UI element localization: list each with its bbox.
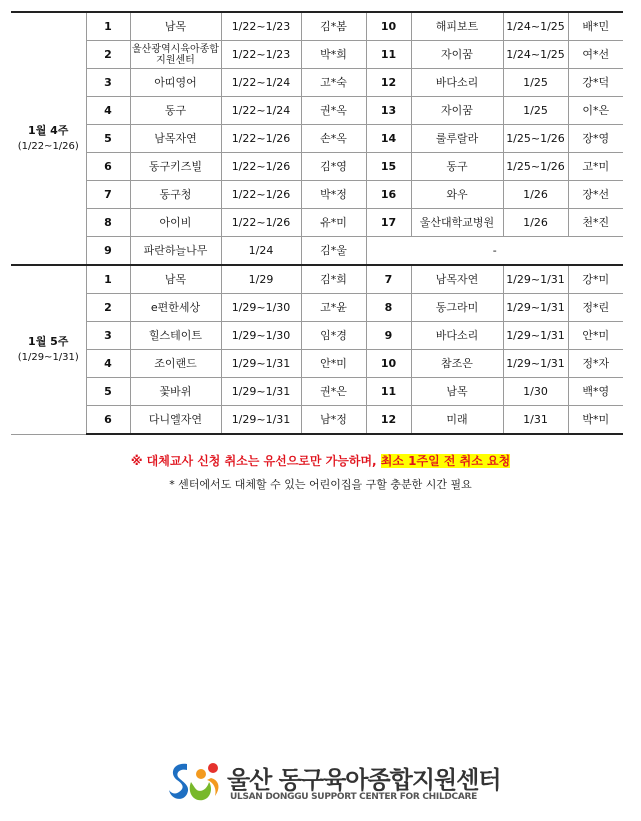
row-number: 4	[86, 97, 130, 125]
row-number: 3	[86, 69, 130, 97]
date-range: 1/22~1/26	[221, 181, 301, 209]
table-row	[11, 350, 623, 378]
teacher-name: 백*영	[568, 378, 623, 406]
date-range: 1/30	[503, 378, 568, 406]
center-name: 참조은	[411, 350, 503, 378]
teacher-name: 권*옥	[301, 97, 366, 125]
row-number: 10	[366, 350, 411, 378]
empty-cell: -	[366, 237, 623, 266]
center-name: e편한세상	[130, 294, 221, 322]
center-name: 바다소리	[411, 69, 503, 97]
date-range: 1/24~1/25	[503, 12, 568, 41]
teacher-name: 안*미	[301, 350, 366, 378]
teacher-name: 천*진	[568, 209, 623, 237]
table-row	[11, 153, 623, 181]
teacher-name: 임*경	[301, 322, 366, 350]
teacher-name: 권*은	[301, 378, 366, 406]
row-number: 7	[86, 181, 130, 209]
center-name: 남목	[411, 378, 503, 406]
teacher-name: 고*미	[568, 153, 623, 181]
row-number: 15	[366, 153, 411, 181]
teacher-name: 남*정	[301, 406, 366, 435]
row-number: 12	[366, 406, 411, 435]
row-number: 1	[86, 265, 130, 294]
notice-highlight: 최소 1주일 전 취소 요청	[380, 454, 511, 468]
teacher-name: 김*희	[301, 265, 366, 294]
row-number: 5	[86, 378, 130, 406]
date-range: 1/22~1/26	[221, 209, 301, 237]
row-number: 10	[366, 12, 411, 41]
row-number: 4	[86, 350, 130, 378]
week2-label	[11, 265, 86, 434]
teacher-name: 안*미	[568, 322, 623, 350]
teacher-name: 강*미	[568, 265, 623, 294]
center-name: 자이꿈	[411, 41, 503, 69]
date-range: 1/22~1/24	[221, 97, 301, 125]
week-range: (1/22~1/26)	[17, 141, 79, 152]
table-row	[11, 12, 623, 41]
center-name: 남목자연	[411, 265, 503, 294]
week2-group	[11, 265, 623, 434]
row-number: 11	[366, 41, 411, 69]
date-range: 1/26	[503, 209, 568, 237]
date-range: 1/22~1/23	[221, 41, 301, 69]
date-range: 1/25~1/26	[503, 153, 568, 181]
center-name: 꽃바위	[130, 378, 221, 406]
center-name: 다니엘자연	[130, 406, 221, 435]
row-number: 7	[366, 265, 411, 294]
center-name: 해피보트	[411, 12, 503, 41]
center-name: 자이꿈	[411, 97, 503, 125]
date-range: 1/25~1/26	[503, 125, 568, 153]
date-range: 1/31	[503, 406, 568, 435]
center-name: 남목	[130, 265, 221, 294]
table-row	[11, 181, 623, 209]
row-number: 9	[86, 237, 130, 266]
week-range: (1/29~1/31)	[17, 352, 79, 364]
teacher-name: 김*울	[301, 237, 366, 266]
center-name: 미래	[411, 406, 503, 435]
teacher-name: 정*린	[568, 294, 623, 322]
teacher-name: 김*봄	[301, 12, 366, 41]
center-name: 동구	[411, 153, 503, 181]
teacher-name: 여*선	[568, 41, 623, 69]
table-row	[11, 294, 623, 322]
week1-group	[11, 12, 623, 265]
table-row	[11, 41, 623, 69]
center-name: 남목	[130, 12, 221, 41]
center-name: 남목자연	[130, 125, 221, 153]
row-number: 6	[86, 406, 130, 435]
row-number: 8	[86, 209, 130, 237]
row-number: 9	[366, 322, 411, 350]
cancellation-notice	[0, 452, 641, 469]
row-number: 6	[86, 153, 130, 181]
week-title: 1월 4주	[28, 124, 69, 137]
row-number: 17	[366, 209, 411, 237]
center-name: 룰루랄라	[411, 125, 503, 153]
center-name: 울산광역시육아종합지원센터	[130, 41, 221, 69]
logo-english: ULSAN DONGGU SUPPORT CENTER FOR CHILDCARE	[230, 792, 477, 802]
center-name: 동구키즈빌	[130, 153, 221, 181]
center-name: 바다소리	[411, 322, 503, 350]
teacher-name: 배*민	[568, 12, 623, 41]
table-row	[11, 378, 623, 406]
teacher-name: 장*선	[568, 181, 623, 209]
date-range: 1/29~1/30	[221, 294, 301, 322]
teacher-name: 박*희	[301, 41, 366, 69]
center-logo	[165, 758, 501, 808]
table-row	[11, 322, 623, 350]
teacher-name: 유*미	[301, 209, 366, 237]
teacher-name: 고*윤	[301, 294, 366, 322]
center-name: 힐스테이트	[130, 322, 221, 350]
date-range: 1/25	[503, 97, 568, 125]
date-range: 1/24	[221, 237, 301, 266]
teacher-name: 정*자	[568, 350, 623, 378]
date-range: 1/29~1/31	[503, 322, 568, 350]
center-name: 아띠영어	[130, 69, 221, 97]
center-name: 동구	[130, 97, 221, 125]
teacher-name: 김*영	[301, 153, 366, 181]
row-number: 5	[86, 125, 130, 153]
table-row	[11, 97, 623, 125]
date-range: 1/29~1/30	[221, 322, 301, 350]
row-number: 3	[86, 322, 130, 350]
date-range: 1/29~1/31	[503, 350, 568, 378]
row-number: 2	[86, 294, 130, 322]
center-name: 동구청	[130, 181, 221, 209]
table-row	[11, 69, 623, 97]
week1-label	[11, 12, 86, 265]
notice-main: ※ 대체교사 신청 취소는 유선으로만 가능하며,	[130, 454, 381, 468]
center-name: 아이비	[130, 209, 221, 237]
date-range: 1/29~1/31	[221, 378, 301, 406]
date-range: 1/29~1/31	[221, 406, 301, 435]
date-range: 1/22~1/23	[221, 12, 301, 41]
date-range: 1/22~1/24	[221, 69, 301, 97]
teacher-name: 손*옥	[301, 125, 366, 153]
notice-subnote: * 센터에서도 대체할 수 있는 어린이집을 구할 충분한 시간 필요	[169, 478, 472, 491]
teacher-name: 장*영	[568, 125, 623, 153]
center-name: 울산대학교병원	[411, 209, 503, 237]
row-number: 14	[366, 125, 411, 153]
date-range: 1/29~1/31	[503, 265, 568, 294]
row-number: 2	[86, 41, 130, 69]
date-range: 1/26	[503, 181, 568, 209]
row-number: 11	[366, 378, 411, 406]
table-row	[11, 406, 623, 435]
logo-korean: 울산 동구육아종합지원센터	[227, 766, 501, 794]
schedule-table	[11, 11, 623, 435]
center-name: 조이랜드	[130, 350, 221, 378]
table-row	[11, 209, 623, 237]
row-number: 1	[86, 12, 130, 41]
date-range: 1/29~1/31	[221, 350, 301, 378]
date-range: 1/29	[221, 265, 301, 294]
logo-mark-icon	[165, 758, 225, 808]
table-row	[11, 237, 623, 266]
teacher-name: 박*미	[568, 406, 623, 435]
date-range: 1/29~1/31	[503, 294, 568, 322]
teacher-name: 이*은	[568, 97, 623, 125]
center-name: 파란하늘나무	[130, 237, 221, 266]
row-number: 12	[366, 69, 411, 97]
row-number: 8	[366, 294, 411, 322]
date-range: 1/25	[503, 69, 568, 97]
center-name: 동그라미	[411, 294, 503, 322]
row-number: 13	[366, 97, 411, 125]
date-range: 1/24~1/25	[503, 41, 568, 69]
week-title: 1월 5주	[28, 335, 69, 349]
center-name: 와우	[411, 181, 503, 209]
date-range: 1/22~1/26	[221, 153, 301, 181]
teacher-name: 강*덕	[568, 69, 623, 97]
teacher-name: 박*정	[301, 181, 366, 209]
table-row	[11, 125, 623, 153]
date-range: 1/22~1/26	[221, 125, 301, 153]
teacher-name: 고*숙	[301, 69, 366, 97]
table-row	[11, 265, 623, 294]
row-number: 16	[366, 181, 411, 209]
